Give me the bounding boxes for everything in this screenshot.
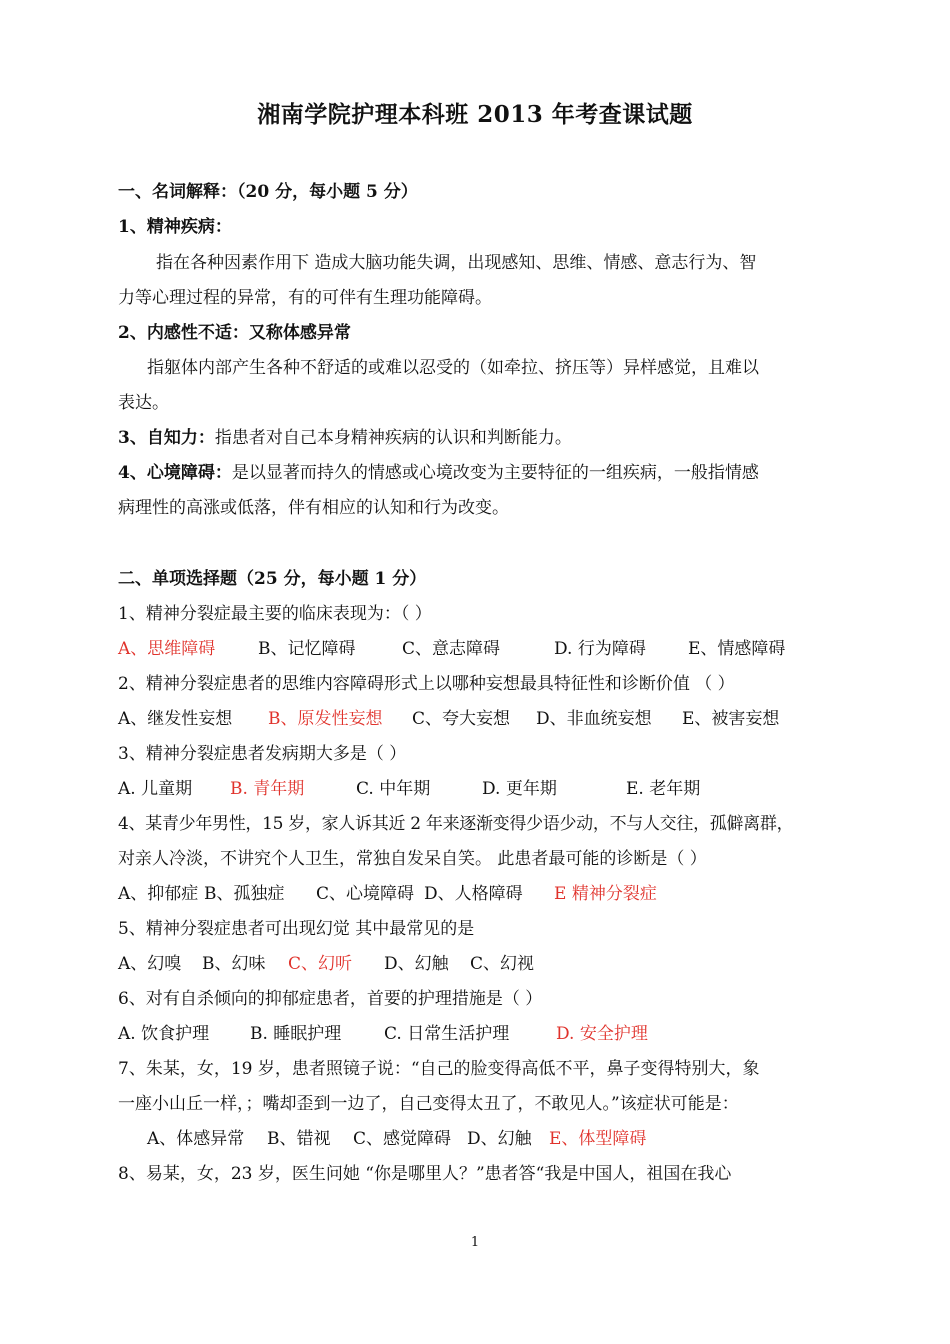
mc-q4-option-b: B、孤独症 [204,884,285,904]
q3-term: 3、自知力： [118,428,215,448]
mc-q4-options [118,882,838,906]
q4-definition-line1: 是以显著而持久的情感或心境改变为主要特征的一组疾病，一般指情感 [231,463,759,483]
mc-q3-option-d: D. 更年期 [482,779,557,799]
mc-q7-line2: 一座小山丘一样，；嘴却歪到一边了，自己变得太丑了，不敢见人。”该症状可能是： [118,1094,739,1114]
q1-definition-line1: 指在各种因素作用下 造成大脑功能失调，出现感知、思维、情感、意志行为、智 [156,253,757,273]
mc-q1: 1、精神分裂症最主要的临床表现为：（ ） [118,604,432,624]
mc-q7-option-b: B、错视 [267,1129,331,1149]
mc-q7-option-c: C、感觉障碍 [353,1129,452,1149]
mc-q5-options [118,952,838,976]
mc-q2-option-d: D、非血统妄想 [536,709,652,729]
q2-definition-line2: 表达。 [118,393,169,413]
mc-q7-line1: 7、朱某，女，19 岁，患者照镜子说：“自己的脸变得高低不平，鼻子变得特别大，象 [118,1059,760,1079]
mc-q5-option-b: B、幻味 [202,954,266,974]
mc-q1-option-b: B、记忆障碍 [258,639,356,659]
section1-heading: 一、名词解释：（20 分，每小题 5 分） [118,182,418,202]
q3-row [118,426,838,450]
mc-q2-option-a: A、继发性妄想 [118,709,233,729]
mc-q2-option-e: E、被害妄想 [682,709,780,729]
q1-definition-line2: 力等心理过程的异常，有的可伴有生理功能障碍。 [118,288,492,308]
section2-heading: 二、单项选择题（25 分，每小题 1 分） [118,569,427,589]
mc-q1-option-e: E、情感障碍 [688,639,786,659]
mc-q4-line1: 4、某青少年男性，15 岁，家人诉其近 2 年来逐渐变得少语少动，不与人交往，孤僻离群， [118,814,794,834]
mc-q3: 3、精神分裂症患者发病期大多是（ ） [118,744,407,764]
mc-q4-line2: 对亲人冷淡，不讲究个人卫生，常独自发呆自笑。 此患者最可能的诊断是（ ） [118,849,707,869]
page-number: 1 [470,1235,480,1250]
mc-q7-options [147,1127,867,1151]
exam-title: 湘南学院护理本科班 2013 年考查课试题 [257,101,693,128]
mc-q3-option-e: E. 老年期 [626,779,701,799]
mc-q6-option-c: C. 日常生活护理 [384,1024,510,1044]
mc-q5: 5、精神分裂症患者可出现幻觉 其中最常见的是 [118,919,475,939]
mc-q6-option-d: D. 安全护理 [556,1024,648,1044]
mc-q4-option-d: D、人格障碍 [424,884,523,904]
mc-q3-option-c: C. 中年期 [356,779,431,799]
mc-q2-option-b: B、原发性妄想 [268,709,383,729]
mc-q5-option-a: A、幻嗅 [118,954,182,974]
mc-q1-option-c: C、意志障碍 [402,639,501,659]
mc-q4-option-a: A、抑郁症 [118,884,199,904]
mc-q5-option-c: C、幻听 [288,954,353,974]
mc-q3-option-a: A. 儿童期 [118,779,193,799]
mc-q1-options [118,637,838,661]
q3-definition: 指患者对自己本身精神疾病的认识和判断能力。 [214,428,572,448]
mc-q8-line1: 8、易某，女，23 岁，医生问她 “你是哪里人？”患者答“我是中国人，祖国在我心 [118,1164,732,1184]
mc-q5-option-e: C、幻视 [470,954,535,974]
mc-q3-option-b: B. 青年期 [230,779,305,799]
q4-term: 4、心境障碍： [118,463,232,483]
mc-q1-option-a: A、思维障碍 [118,639,216,659]
mc-q7-option-a: A、体感异常 [147,1129,245,1149]
mc-q6-option-a: A. 饮食护理 [118,1024,210,1044]
q4-row [118,461,838,485]
mc-q1-option-d: D. 行为障碍 [554,639,646,659]
mc-q6-option-b: B. 睡眠护理 [250,1024,342,1044]
mc-q3-options [118,777,838,801]
mc-q7-option-e: E、体型障碍 [549,1129,647,1149]
mc-q7-option-d: D、幻触 [467,1129,532,1149]
mc-q6: 6、对有自杀倾向的抑郁症患者，首要的护理措施是（ ） [118,989,543,1009]
q2-term: 2、内感性不适：又称体感异常 [118,323,351,343]
mc-q5-option-d: D、幻触 [384,954,449,974]
q1-term: 1、精神疾病： [118,217,232,237]
mc-q4-option-e: E 精神分裂症 [554,884,657,904]
mc-q4-option-c: C、心境障碍 [316,884,415,904]
mc-q2-option-c: C、夸大妄想 [412,709,511,729]
mc-q2-options [118,707,838,731]
q4-definition-line2: 病理性的高涨或低落，伴有相应的认知和行为改变。 [118,498,509,518]
mc-q2: 2、精神分裂症患者的思维内容障碍形式上以哪种妄想最具特征性和诊断价值 （ ） [118,674,735,694]
q2-definition-line1: 指躯体内部产生各种不舒适的或难以忍受的（如牵拉、挤压等）异样感觉，且难以 [147,358,759,378]
mc-q6-options [118,1022,838,1046]
